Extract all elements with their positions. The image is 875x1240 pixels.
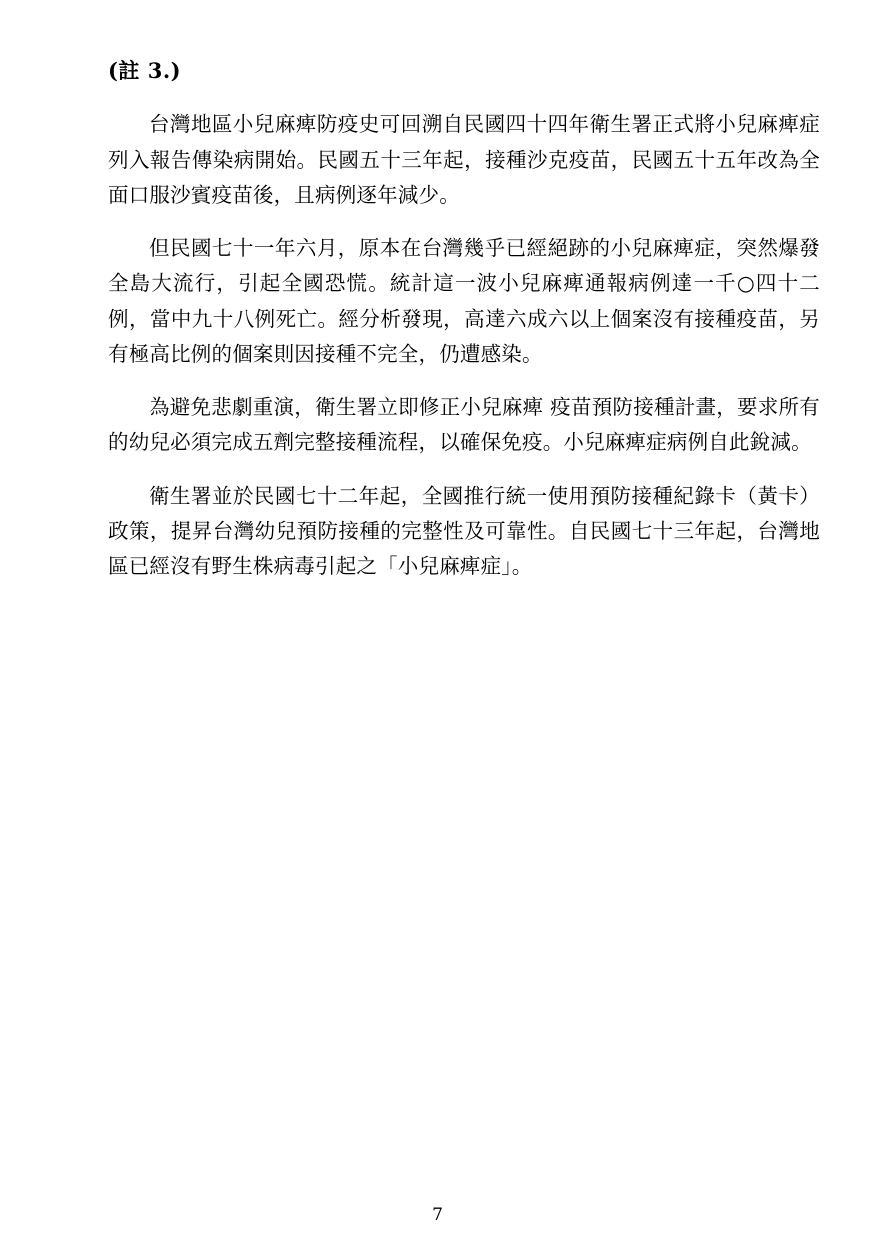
- page-title: (註 3.): [108, 58, 182, 83]
- body-paragraph-2: 但民國七十一年六月，原本在台灣幾乎已經絕跡的小兒麻痺症，突然爆發全島大流行，引起全國恐慌。統計這一波小兒麻痺通報病例達一千○四十二例，當中九十八例死亡。經分析發現，高達六成六以上個案沒有接種疫苗，另有極高比例的個案則因接種不完全，仍遭感染。: [108, 236, 820, 366]
- page-content: [108, 56, 820, 602]
- body-paragraph-4: 衛生署並於民國七十二年起，全國推行統一使用預防接種紀錄卡（黃卡）政策，提昇台灣幼兒預防接種的完整性及可靠性。自民國七十三年起，台灣地區已經沒有野生株病毒引起之「小兒麻痺症」。: [108, 483, 820, 579]
- body-paragraph-1: 台灣地區小兒麻痺防疫史可回溯自民國四十四年衛生署正式將小兒麻痺症列入報告傳染病開始。民國五十三年起，接種沙克疫苗，民國五十五年改為全面口服沙賓疫苗後，且病例逐年減少。: [108, 112, 820, 207]
- page-number: 7: [432, 1205, 443, 1225]
- body-paragraph-3: 為避免悲劇重演，衛生署立即修正小兒麻痺 疫苗預防接種計畫，要求所有的幼兒必須完成五劑完整接種流程，以確保免疫。小兒麻痺症病例自此銳減。: [108, 395, 820, 455]
